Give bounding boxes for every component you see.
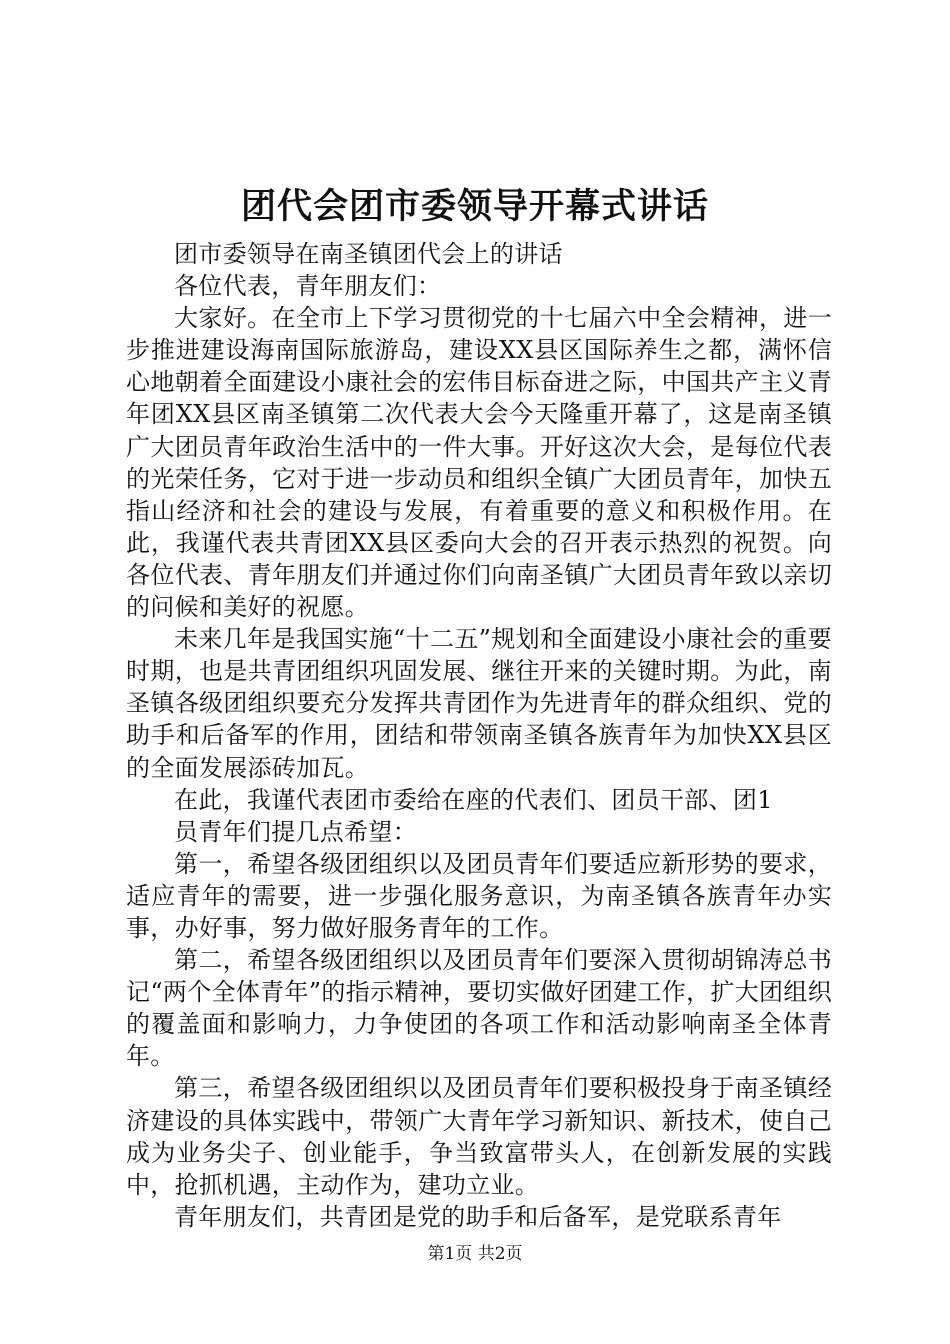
paragraph: 大家好。在全市上下学习贯彻党的十七届六中全会精神，进一步推进建设海南国际旅游岛，建设XX县区国际养生之都，满怀信心地朝着全面建设小康社会的宏伟目标奋进之际，中国共产主义青年团XX县区南圣镇第二次代表大会今天隆重开幕了，这是南圣镇广大团员青年政治生活中的一件大事。开好这次大会，是每位代表的光荣任务，它对于进一步动员和组织全镇广大团员青年，加快五指山经济和社会的建设与发展，有着重要的意义和积极作用。在此，我谨代表共青团XX县区委向大会的召开表示热烈的祝贺。向各位代表、青年朋友们并通过你们向南圣镇广大团员青年致以亲切的问候和美好的祝愿。 <box>126 304 832 622</box>
document-title: 团代会团市委领导开幕式讲话 <box>240 186 709 227</box>
paragraph-subtitle: 团市委领导在南圣镇团代会上的讲话 <box>174 240 563 268</box>
document-body <box>126 238 832 1233</box>
paragraph: 第一，希望各级团组织以及团员青年们要适应新形势的要求，适应青年的需要，进一步强化服务意识，为南圣镇各族青年办实事，办好事，努力做好服务青年的工作。 <box>126 849 832 942</box>
paragraph-salutation: 各位代表，青年朋友们： <box>174 272 442 301</box>
page-footer: 第1页 共2页 <box>427 1244 523 1264</box>
paragraph: 在此，我谨代表团市委给在座的代表们、团员干部、团1 <box>174 785 773 814</box>
paragraph: 员青年们提几点希望： <box>174 817 417 846</box>
paragraph: 未来几年是我国实施“十二五”规划和全面建设小康社会的重要时期，也是共青团组织巩固发展、继往开来的关键时期。为此，南圣镇各级团组织要充分发挥共青团作为先进青年的群众组织、党的助手和后备军的作用，团结和带领南圣镇各族青年为加快XX县区的全面发展添砖加瓦。 <box>126 625 832 782</box>
paragraph: 青年朋友们，共青团是党的助手和后备军，是党联系青年 <box>174 1202 782 1231</box>
paragraph: 第二，希望各级团组织以及团员青年们要深入贯彻胡锦涛总书记“两个全体青年”的指示精神，要切实做好团建工作，扩大团组织的覆盖面和影响力，力争使团的各项工作和活动影响南圣全体青年。 <box>126 946 832 1071</box>
paragraph: 第三，希望各级团组织以及团员青年们要积极投身于南圣镇经济建设的具体实践中，带领广大青年学习新知识、新技术，使自己成为业务尖子、创业能手，争当致富带头人，在创新发展的实践中，抢抓机遇，主动作为，建功立业。 <box>126 1074 832 1199</box>
